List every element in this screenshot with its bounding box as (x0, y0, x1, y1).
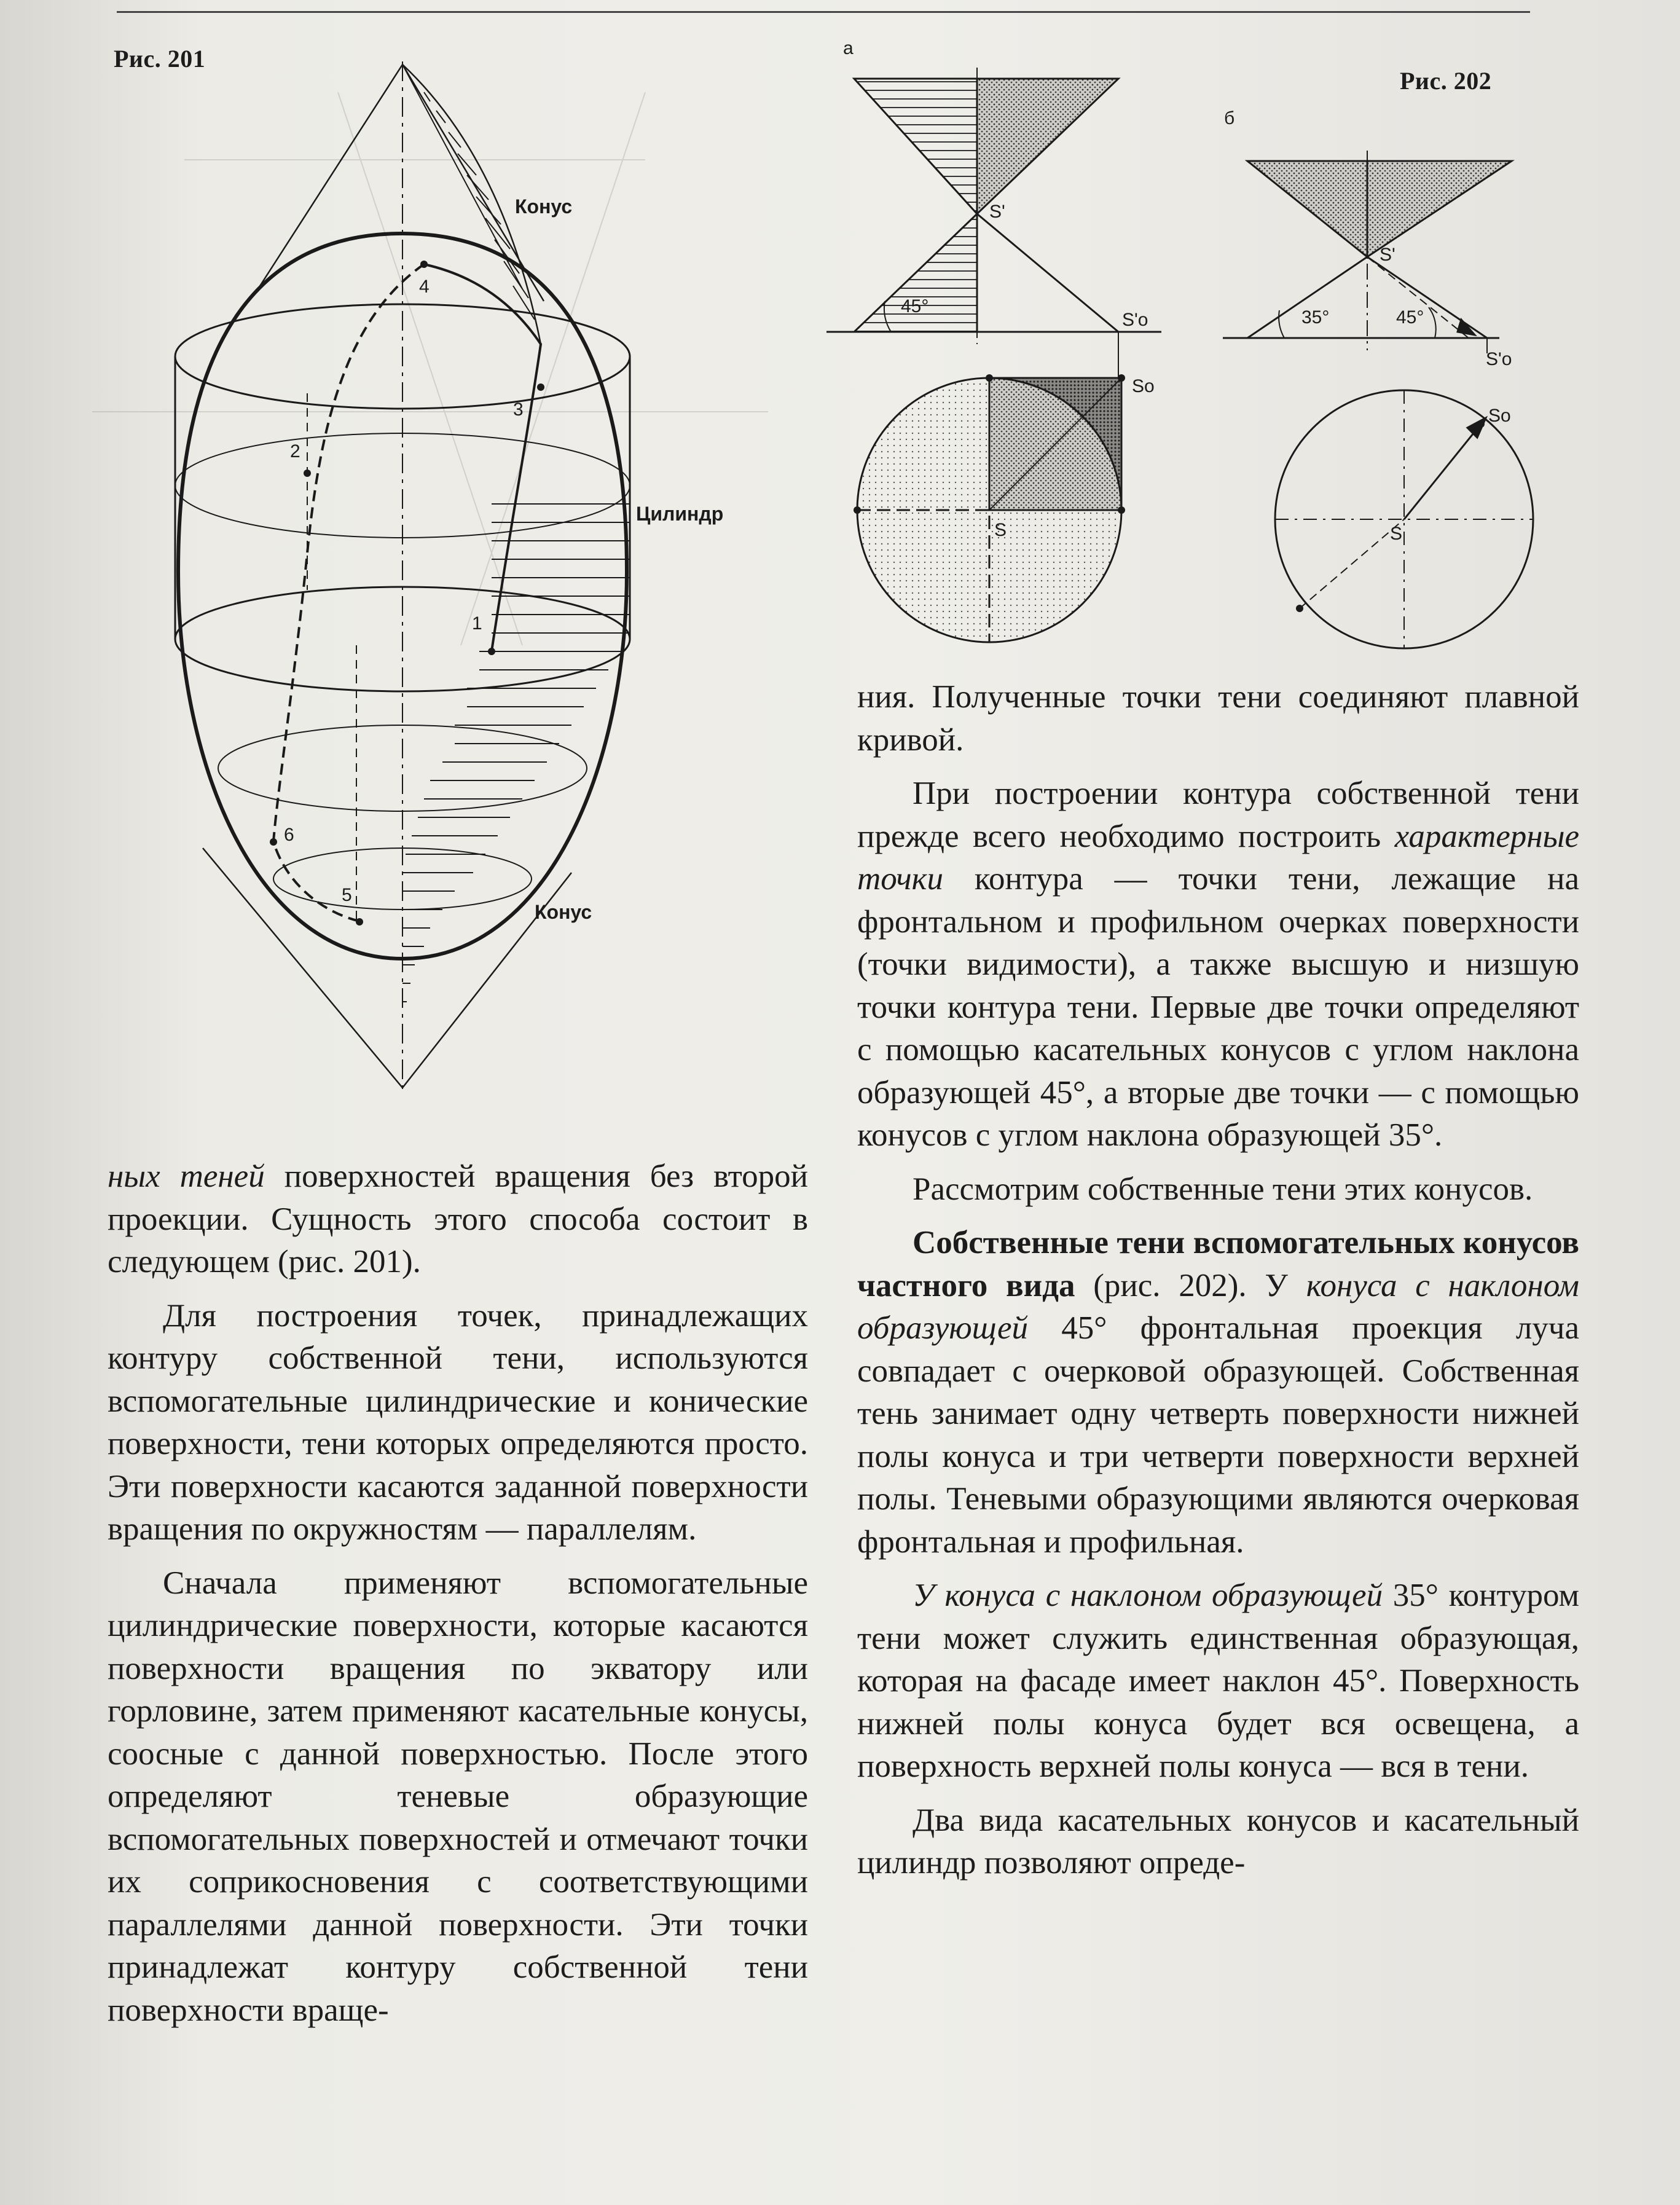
paragraph: Рассмотрим собственные тени этих конусов. (913, 1171, 1533, 1207)
fig202-a-s: S (994, 520, 1007, 540)
fig201-point-6: 6 (284, 825, 294, 845)
paragraph: Сначала применяют вспомогательные цилиндрические поверхности, которые касаются поверхности вращения по экватору или горловине, затем применяют касательные конусы, соосные с данной поверхностью. После этого определяют теневые образующие вспомогательных поверхностей и отмечают точки их соприкосновения с соответствующими параллелями данной поверхности. Эти точки принадлежат контуру собственной тени поверхности враще- (108, 1565, 808, 2028)
fig201-point-3: 3 (513, 399, 524, 420)
fig201-caption: Рис. 201 (114, 45, 206, 73)
fig202-b-s-prime: S' (1380, 245, 1395, 265)
right-text-column (857, 676, 1579, 1885)
left-text-column (108, 1155, 808, 2032)
fig202-b-angle-35: 35° (1301, 307, 1330, 328)
fig202-a-s0-prime: S'o (1122, 310, 1148, 330)
fig202-b-s: S (1390, 524, 1403, 544)
fig202-caption: Рис. 202 (1400, 67, 1492, 95)
fig201-point-4: 4 (419, 277, 430, 297)
paragraph: У конуса с наклоном образующей 35° контуром тени может служить единственная образующая, которая на фасаде имеет наклон 45°. Поверхность нижней полы конуса будет вся освещена, а поверхность верхней полы конуса — вся в тени. (857, 1578, 1579, 1784)
paragraph: Для построения точек, принадлежащих контуру собственной тени, используются вспомогательные цилиндрические и конические поверхности, тени которых определяются просто. Эти поверхности касаются заданной поверхности вращения по окружностям — параллелям. (108, 1297, 808, 1547)
fig201-point-1: 1 (472, 613, 482, 634)
fig202-panel-a-label: а (843, 38, 854, 58)
fig202-b-s0-prime: S'o (1486, 349, 1512, 369)
fig201-point-2: 2 (290, 441, 300, 462)
paragraph: Два вида касательных конусов и касательный цилиндр позволяют опреде- (857, 1802, 1579, 1881)
fig202-a-s-prime: S' (989, 202, 1005, 222)
fig202-a-s0: So (1132, 376, 1155, 396)
fig201-label-cone-bottom: Конус (535, 901, 592, 923)
paragraph: При построении контура собственной тени прежде всего необходимо построить характерные точки контура — точки тени, лежащие на фронтальном и профильном очерках поверхности (точки видимости), а также высшую и низшую точки контура тени. Первые две точки определяют с помощью касательных конусов с углом наклона образующей 45°, а вторые две точки — с помощью конусов с углом наклона образующей 35°. (857, 776, 1579, 1153)
fig202-panel-b-label: б (1224, 108, 1235, 128)
fig202-a-angle: 45° (901, 296, 929, 316)
paragraph: ния. Полученные точки тени соединяют плавной кривой. (857, 679, 1579, 758)
fig201-point-5: 5 (342, 885, 352, 905)
fig201-label-cylinder: Цилиндр (636, 503, 724, 525)
fig202-b-angle-45: 45° (1396, 307, 1424, 328)
paragraph: Собственные тени вспомогательных конусов частного вида (рис. 202). У конуса с наклоном образующей 45° фронтальная проекция луча совпадает с очерковой образующей. Собственная тень занимает одну четверть поверхности нижней полы конуса и три четверти поверхности верхней полы. Теневыми образующими являются очерковая фронтальная и профильная. (857, 1225, 1579, 1560)
fig201-label-cone-top: Конус (515, 195, 573, 218)
fig202-b-s0: So (1488, 406, 1511, 426)
paragraph: ных теней поверхностей вращения без второй проекции. Сущность этого способа состоит в следующем (рис. 201). (108, 1158, 808, 1279)
